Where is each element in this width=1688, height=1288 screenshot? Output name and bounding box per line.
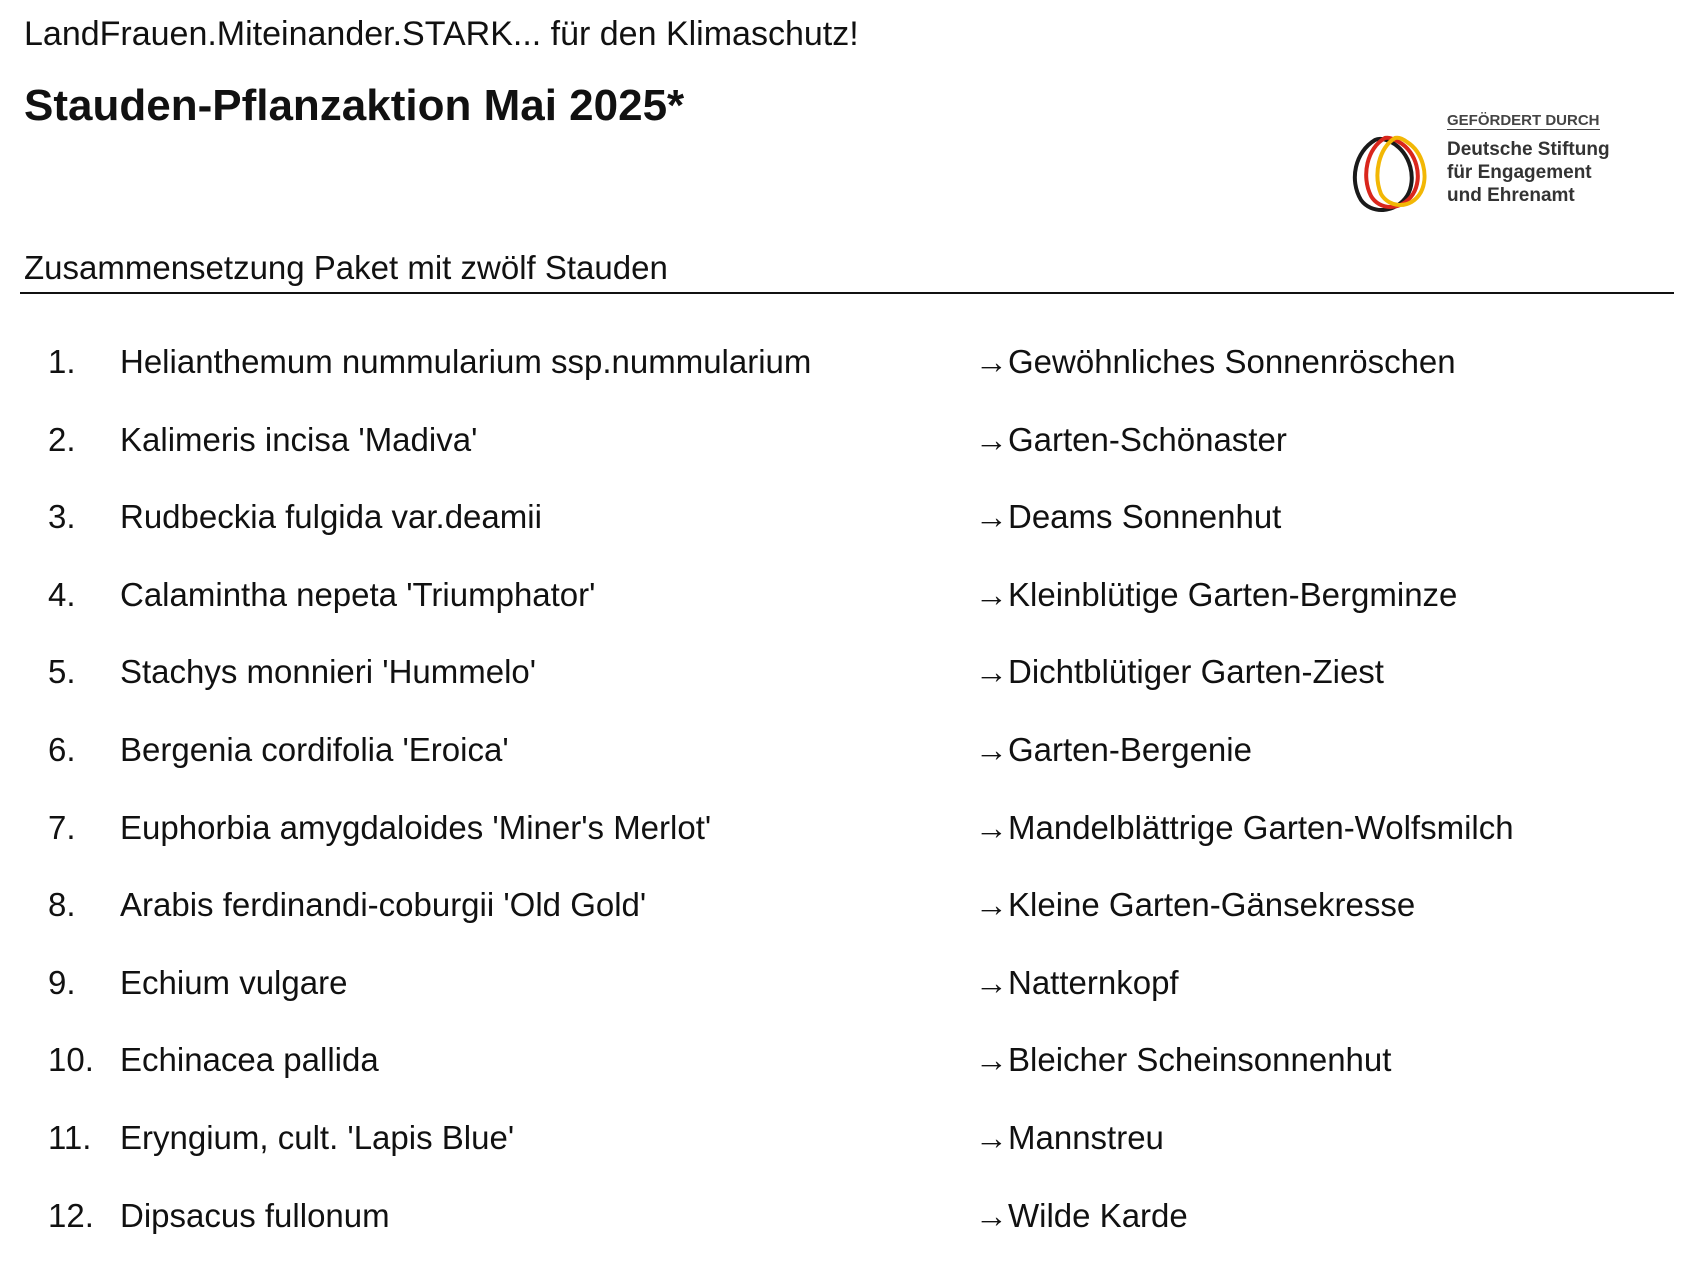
header-kicker: LandFrauen.Miteinander.STARK... für den Klimaschutz! <box>24 15 859 53</box>
common-name-cell <box>975 650 1384 694</box>
arrow-right-icon: → <box>975 730 1008 768</box>
arrow-right-icon: → <box>975 963 1008 1001</box>
common-name-cell <box>975 883 1415 927</box>
item-number: 2. <box>48 420 76 458</box>
common-name: Kleinblütige Garten-Bergminze <box>1008 575 1458 613</box>
item-number: 10. <box>48 1041 94 1079</box>
list-item <box>0 1194 1688 1272</box>
arrow-right-icon: → <box>975 1196 1008 1234</box>
list-item <box>0 418 1688 496</box>
list-item <box>0 495 1688 573</box>
list-item <box>0 806 1688 884</box>
common-name-cell <box>975 573 1457 617</box>
arrow-right-icon: → <box>975 1041 1008 1079</box>
sponsor-name <box>1447 138 1610 207</box>
item-number: 7. <box>48 808 76 846</box>
item-number: 11. <box>48 1118 92 1156</box>
list-item <box>0 573 1688 651</box>
arrow-right-icon: → <box>975 808 1008 846</box>
list-item <box>0 883 1688 961</box>
common-name: Bleicher Scheinsonnenhut <box>1008 1041 1392 1079</box>
latin-name: Echinacea pallida <box>120 1041 379 1079</box>
plant-list <box>0 340 1688 1271</box>
latin-name: Rudbeckia fulgida var.deamii <box>120 498 542 536</box>
section-subtitle: Zusammensetzung Paket mit zwölf Stauden <box>24 249 668 286</box>
arrow-right-icon: → <box>975 886 1008 924</box>
arrow-right-icon: → <box>975 343 1008 380</box>
common-name: Natternkopf <box>1008 963 1179 1001</box>
arrow-right-icon: → <box>975 498 1008 536</box>
common-name: Garten-Schönaster <box>1008 420 1287 458</box>
list-item <box>0 728 1688 806</box>
section-divider <box>20 292 1674 294</box>
sponsor-name-line: Deutsche Stiftung <box>1447 139 1610 160</box>
item-number: 3. <box>48 498 76 536</box>
common-name: Wilde Karde <box>1008 1196 1188 1234</box>
sponsor-name-line: und Ehrenamt <box>1447 185 1575 206</box>
common-name-cell <box>975 961 1179 1005</box>
arrow-right-icon: → <box>975 420 1008 458</box>
common-name-cell <box>975 728 1252 772</box>
list-item <box>0 340 1688 418</box>
item-number: 5. <box>48 653 76 691</box>
latin-name: Kalimeris incisa 'Madiva' <box>120 420 478 458</box>
common-name-cell <box>975 1194 1188 1238</box>
sponsor-lead: GEFÖRDERT DURCH <box>1447 112 1600 129</box>
arrow-right-icon: → <box>975 653 1008 691</box>
list-item <box>0 961 1688 1039</box>
item-number: 12. <box>48 1196 94 1234</box>
arrow-right-icon: → <box>975 1118 1008 1156</box>
common-name: Mannstreu <box>1008 1118 1164 1156</box>
latin-name: Euphorbia amygdaloides 'Miner's Merlot' <box>120 808 712 846</box>
common-name: Kleine Garten-Gänsekresse <box>1008 886 1416 924</box>
item-number: 9. <box>48 963 76 1001</box>
latin-name: Arabis ferdinandi-coburgii 'Old Gold' <box>120 886 647 924</box>
latin-name: Helianthemum nummularium ssp.nummularium <box>120 343 812 380</box>
latin-name: Eryngium, cult. 'Lapis Blue' <box>120 1118 515 1156</box>
common-name: Garten-Bergenie <box>1008 730 1252 768</box>
common-name-cell <box>975 418 1287 462</box>
page-title: Stauden-Pflanzaktion Mai 2025* <box>24 81 685 130</box>
common-name-cell <box>975 1038 1391 1082</box>
latin-name: Calamintha nepeta 'Triumphator' <box>120 575 596 613</box>
sponsor-block <box>1345 110 1675 220</box>
common-name-cell <box>975 340 1456 384</box>
list-item <box>0 650 1688 728</box>
latin-name: Dipsacus fullonum <box>120 1196 390 1234</box>
common-name: Deams Sonnenhut <box>1008 498 1282 536</box>
latin-name: Echium vulgare <box>120 963 348 1001</box>
common-name-cell <box>975 1116 1164 1160</box>
list-item <box>0 1038 1688 1116</box>
latin-name: Bergenia cordifolia 'Eroica' <box>120 730 509 768</box>
foundation-logo-icon <box>1345 130 1437 222</box>
item-number: 8. <box>48 886 76 924</box>
common-name-cell <box>975 495 1281 539</box>
common-name: Gewöhnliches Sonnenröschen <box>1008 343 1456 380</box>
common-name-cell <box>975 806 1514 850</box>
latin-name: Stachys monnieri 'Hummelo' <box>120 653 537 691</box>
arrow-right-icon: → <box>975 575 1008 613</box>
common-name: Dichtblütiger Garten-Ziest <box>1008 653 1384 691</box>
item-number: 6. <box>48 730 76 768</box>
item-number: 4. <box>48 575 76 613</box>
common-name: Mandelblättrige Garten-Wolfsmilch <box>1008 808 1514 846</box>
item-number: 1. <box>48 343 76 380</box>
list-item <box>0 1116 1688 1194</box>
sponsor-name-line: für Engagement <box>1447 162 1592 183</box>
